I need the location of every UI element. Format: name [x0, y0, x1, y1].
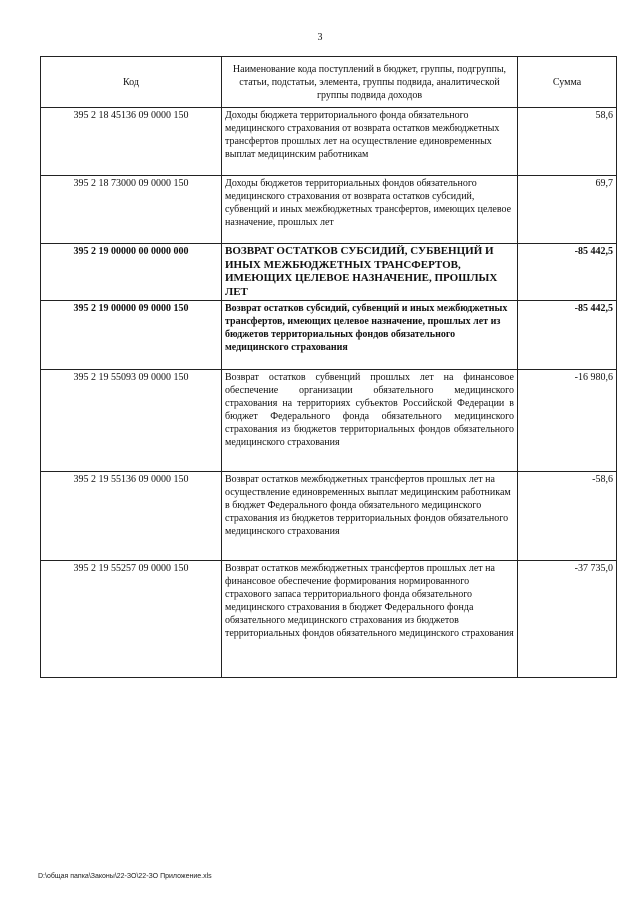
row-code: 395 2 19 00000 00 0000 000: [41, 244, 222, 301]
header-name: Наименование кода поступлений в бюджет, группы, подгруппы, статьи, подстатьи, элемента, группы подвида, аналитической группы подвида доходов: [222, 57, 518, 108]
row-sum: 69,7: [518, 176, 617, 244]
row-sum: -16 980,6: [518, 370, 617, 472]
row-code: 395 2 18 45136 09 0000 150: [41, 108, 222, 176]
table-row: [41, 176, 617, 244]
table-row: [41, 108, 617, 176]
row-name: Возврат остатков межбюджетных трансфертов прошлых лет на осуществление единовременных выплат медицинским работникам в бюджет Федерального фонда обязательного медицинского страхования из бюджетов территориальных фондов обязательного медицинского страхования: [222, 472, 518, 561]
row-code: 395 2 19 55093 09 0000 150: [41, 370, 222, 472]
row-name: Доходы бюджета территориального фонда обязательного медицинского страхования от возврата остатков межбюджетных трансфертов прошлых лет на осуществление единовременных выплат медицинским работникам: [222, 108, 518, 176]
header-sum: Сумма: [518, 57, 617, 108]
row-sum: -85 442,5: [518, 301, 617, 370]
table-row: [41, 370, 617, 472]
row-code: 395 2 19 00000 09 0000 150: [41, 301, 222, 370]
page-number: 3: [317, 32, 323, 43]
table-row: [41, 472, 617, 561]
row-sum: -85 442,5: [518, 244, 617, 301]
table-row-subsection: [41, 301, 617, 370]
row-code: 395 2 18 73000 09 0000 150: [41, 176, 222, 244]
row-code: 395 2 19 55257 09 0000 150: [41, 561, 222, 678]
row-sum: 58,6: [518, 108, 617, 176]
row-code: 395 2 19 55136 09 0000 150: [41, 472, 222, 561]
row-sum: -37 735,0: [518, 561, 617, 678]
table-header-row: [41, 57, 617, 108]
row-name: Возврат остатков субсидий, субвенций и иных межбюджетных трансфертов, имеющих целевое назначение, прошлых лет из бюджетов территориальных фондов обязательного медицинского страхования: [222, 301, 518, 370]
row-sum: -58,6: [518, 472, 617, 561]
row-name: Возврат остатков межбюджетных трансфертов прошлых лет на финансовое обеспечение формирования нормированного страхового запаса территориального фонда обязательного медицинского страхования в бюджет Федерального фонда обязательного медицинского страхования из бюджетов территориальных фондов обязательного медицинского страхования: [222, 561, 518, 678]
row-name: Возврат остатков субвенций прошлых лет на финансовое обеспечение организации обязательного медицинского страхования на территориях субъектов Российской Федерации в бюджет Федерального фонда обязательного медицинского страхования из бюджетов территориальных фондов обязательного медицинского страхования: [222, 370, 518, 472]
table-row-section: [41, 244, 617, 301]
revenue-table: [40, 56, 617, 678]
file-path-footer: D:\общая папка\Законы\22-ЗО\22-ЗО Приложение.xls: [38, 873, 212, 880]
table-row: [41, 561, 617, 678]
row-name: ВОЗВРАТ ОСТАТКОВ СУБСИДИЙ, СУБВЕНЦИЙ И ИНЫХ МЕЖБЮДЖЕТНЫХ ТРАНСФЕРТОВ, ИМЕЮЩИХ ЦЕЛЕВОЕ НАЗНАЧЕНИЕ, ПРОШЛЫХ ЛЕТ: [222, 244, 518, 301]
row-name: Доходы бюджетов территориальных фондов обязательного медицинского страхования от возврата остатков субсидий, субвенций и иных межбюджетных трансфертов, имеющих целевое назначение, прошлых лет: [222, 176, 518, 244]
header-code: Код: [41, 57, 222, 108]
